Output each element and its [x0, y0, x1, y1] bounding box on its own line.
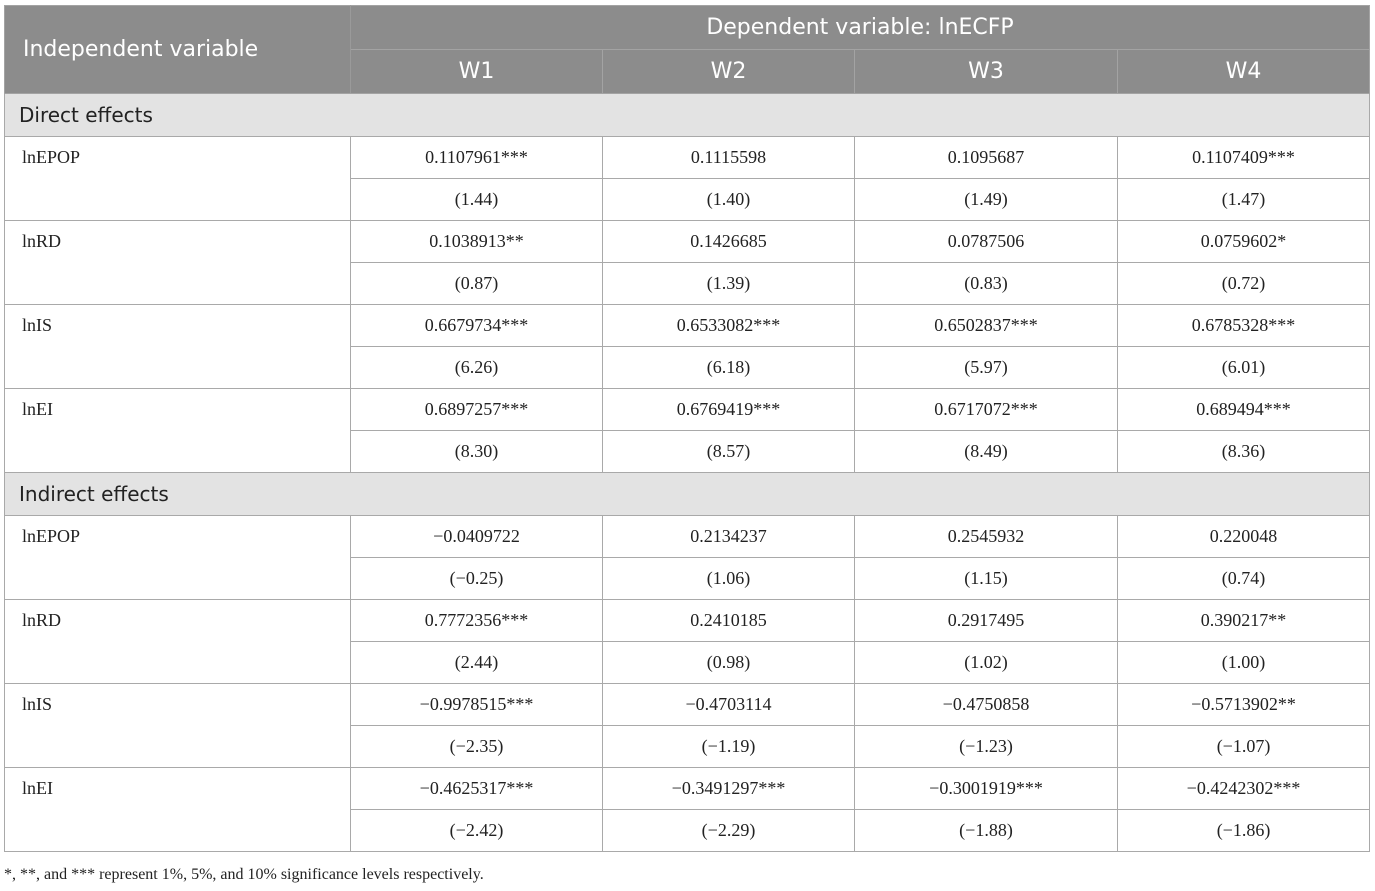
coefficient-row [5, 221, 1370, 263]
t-statistic-cell: (6.18) [603, 347, 855, 389]
coefficient-row [5, 768, 1370, 810]
coefficient-cell: 0.2410185 [603, 600, 855, 642]
column-header-w4: W4 [1118, 50, 1370, 94]
section-title: Direct effects [5, 94, 1370, 137]
coefficient-cell: −0.4242302*** [1118, 768, 1370, 810]
coefficient-cell: 0.220048 [1118, 516, 1370, 558]
t-statistic-cell: (−1.07) [1118, 726, 1370, 768]
coefficient-cell: 0.1426685 [603, 221, 855, 263]
t-statistic-cell: (−2.29) [603, 810, 855, 852]
t-statistic-cell: (−0.25) [351, 558, 603, 600]
t-statistic-cell: (1.39) [603, 263, 855, 305]
coefficient-cell: −0.3001919*** [855, 768, 1118, 810]
coefficient-cell: 0.390217** [1118, 600, 1370, 642]
coefficient-cell: 0.6533082*** [603, 305, 855, 347]
coefficient-row [5, 600, 1370, 642]
table-header [5, 6, 1370, 94]
table-footnote: *, **, and *** represent 1%, 5%, and 10% significance levels respectively. [4, 866, 484, 883]
coefficient-row [5, 305, 1370, 347]
coefficient-cell: 0.1107409*** [1118, 137, 1370, 179]
t-statistic-cell: (6.26) [351, 347, 603, 389]
t-statistic-cell: (8.30) [351, 431, 603, 473]
coefficient-cell: 0.689494*** [1118, 389, 1370, 431]
t-statistic-cell: (0.83) [855, 263, 1118, 305]
coefficient-cell: 0.1038913** [351, 221, 603, 263]
coefficient-cell: 0.2134237 [603, 516, 855, 558]
coefficient-row [5, 389, 1370, 431]
t-statistic-cell: (8.36) [1118, 431, 1370, 473]
t-statistic-cell: (2.44) [351, 642, 603, 684]
coefficient-cell: 0.1107961*** [351, 137, 603, 179]
t-statistic-cell: (5.97) [855, 347, 1118, 389]
section-row [5, 473, 1370, 516]
regression-table [4, 5, 1370, 852]
t-statistic-cell: (1.00) [1118, 642, 1370, 684]
table-body [5, 94, 1370, 852]
variable-name: lnEI [5, 768, 351, 852]
coefficient-cell: 0.6769419*** [603, 389, 855, 431]
coefficient-row [5, 516, 1370, 558]
coefficient-cell: 0.6502837*** [855, 305, 1118, 347]
coefficient-cell: 0.6717072*** [855, 389, 1118, 431]
regression-table-container [4, 5, 1369, 852]
variable-name: lnEPOP [5, 137, 351, 221]
coefficient-cell: −0.4625317*** [351, 768, 603, 810]
variable-name: lnEI [5, 389, 351, 473]
variable-name: lnIS [5, 305, 351, 389]
t-statistic-cell: (1.44) [351, 179, 603, 221]
section-row [5, 94, 1370, 137]
t-statistic-cell: (0.72) [1118, 263, 1370, 305]
column-header-w2: W2 [603, 50, 855, 94]
coefficient-cell: 0.1095687 [855, 137, 1118, 179]
t-statistic-cell: (1.47) [1118, 179, 1370, 221]
t-statistic-cell: (0.87) [351, 263, 603, 305]
t-statistic-cell: (−2.35) [351, 726, 603, 768]
coefficient-cell: −0.0409722 [351, 516, 603, 558]
coefficient-row [5, 137, 1370, 179]
coefficient-cell: 0.6679734*** [351, 305, 603, 347]
coefficient-cell: −0.9978515*** [351, 684, 603, 726]
coefficient-cell: 0.7772356*** [351, 600, 603, 642]
coefficient-cell: 0.2545932 [855, 516, 1118, 558]
column-header-w1: W1 [351, 50, 603, 94]
section-title: Indirect effects [5, 473, 1370, 516]
coefficient-cell: 0.6785328*** [1118, 305, 1370, 347]
coefficient-cell: −0.5713902** [1118, 684, 1370, 726]
t-statistic-cell: (0.74) [1118, 558, 1370, 600]
coefficient-row [5, 684, 1370, 726]
t-statistic-cell: (6.01) [1118, 347, 1370, 389]
t-statistic-cell: (1.15) [855, 558, 1118, 600]
variable-name: lnRD [5, 221, 351, 305]
coefficient-cell: 0.0787506 [855, 221, 1118, 263]
column-header-w3: W3 [855, 50, 1118, 94]
coefficient-cell: −0.4750858 [855, 684, 1118, 726]
coefficient-cell: −0.3491297*** [603, 768, 855, 810]
t-statistic-cell: (−1.23) [855, 726, 1118, 768]
dependent-variable-header: Dependent variable: lnECFP [351, 6, 1370, 50]
t-statistic-cell: (1.49) [855, 179, 1118, 221]
coefficient-cell: 0.2917495 [855, 600, 1118, 642]
t-statistic-cell: (−1.19) [603, 726, 855, 768]
t-statistic-cell: (−2.42) [351, 810, 603, 852]
coefficient-cell: 0.1115598 [603, 137, 855, 179]
variable-name: lnIS [5, 684, 351, 768]
coefficient-cell: 0.6897257*** [351, 389, 603, 431]
t-statistic-cell: (1.40) [603, 179, 855, 221]
t-statistic-cell: (−1.86) [1118, 810, 1370, 852]
t-statistic-cell: (8.57) [603, 431, 855, 473]
t-statistic-cell: (−1.88) [855, 810, 1118, 852]
t-statistic-cell: (8.49) [855, 431, 1118, 473]
independent-variable-header: Independent variable [5, 6, 351, 94]
coefficient-cell: 0.0759602* [1118, 221, 1370, 263]
t-statistic-cell: (0.98) [603, 642, 855, 684]
variable-name: lnRD [5, 600, 351, 684]
variable-name: lnEPOP [5, 516, 351, 600]
t-statistic-cell: (1.02) [855, 642, 1118, 684]
coefficient-cell: −0.4703114 [603, 684, 855, 726]
t-statistic-cell: (1.06) [603, 558, 855, 600]
